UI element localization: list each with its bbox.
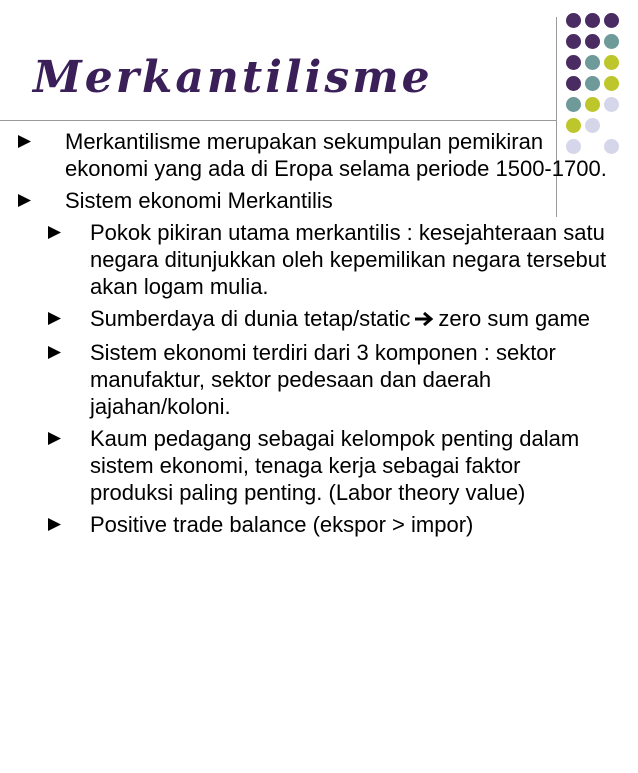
dot-icon bbox=[585, 55, 600, 70]
dot-icon bbox=[566, 13, 581, 28]
slide-title: Merkantilisme bbox=[33, 52, 433, 103]
bullet-triangle-icon bbox=[18, 128, 44, 155]
dot-icon bbox=[566, 97, 581, 112]
dot-icon bbox=[604, 55, 619, 70]
list-item-text: Merkantilisme merupakan sekumpulan pemikiran ekonomi yang ada di Eropa selama periode 1500-1700. bbox=[65, 129, 607, 181]
sub-list-item-text: Sistem ekonomi terdiri dari 3 komponen : sektor manufaktur, sektor pedesaan dan daerah jajahan/koloni. bbox=[90, 340, 556, 419]
bullet-triangle-icon bbox=[48, 425, 74, 452]
dot-icon bbox=[566, 76, 581, 91]
dot-icon bbox=[566, 55, 581, 70]
dot-icon bbox=[604, 76, 619, 91]
list-item-text: Sistem ekonomi Merkantilis bbox=[65, 188, 333, 213]
slide-content bbox=[0, 128, 638, 543]
bullet-triangle-icon bbox=[48, 305, 74, 332]
sub-list-item-text: Pokok pikiran utama merkantilis : kesejahteraan satu negara ditunjukkan oleh kepemilikan negara tersebut akan logam mulia. bbox=[90, 220, 607, 299]
sub-list-item bbox=[0, 305, 638, 334]
sub-list-item-text: Sumberdaya di dunia tetap/static bbox=[90, 306, 411, 331]
sub-list-item bbox=[0, 219, 638, 300]
dot-icon bbox=[585, 97, 600, 112]
sub-list-item bbox=[0, 339, 638, 420]
dot-icon bbox=[566, 34, 581, 49]
sub-list-item bbox=[0, 425, 638, 506]
horizontal-divider bbox=[0, 120, 557, 121]
list-item bbox=[0, 128, 638, 182]
dot-icon bbox=[585, 76, 600, 91]
bullet-list bbox=[0, 128, 638, 538]
sub-list-item-text: zero sum game bbox=[438, 306, 591, 331]
sub-bullet-list bbox=[0, 219, 638, 538]
bullet-triangle-icon bbox=[18, 187, 44, 214]
dot-icon bbox=[585, 34, 600, 49]
dot-icon bbox=[604, 34, 619, 49]
bullet-triangle-icon bbox=[48, 219, 74, 246]
bullet-triangle-icon bbox=[48, 511, 74, 538]
list-item bbox=[0, 187, 638, 538]
sub-list-item-text: Kaum pedagang sebagai kelompok penting dalam sistem ekonomi, tenaga kerja sebagai faktor produksi paling penting. (Labor theory value) bbox=[90, 426, 580, 505]
sub-list-item bbox=[0, 511, 638, 538]
dot-icon bbox=[604, 13, 619, 28]
bullet-triangle-icon bbox=[48, 339, 74, 366]
dot-icon bbox=[604, 97, 619, 112]
right-arrow-icon bbox=[414, 307, 434, 334]
sub-list-item-text: Positive trade balance (ekspor > impor) bbox=[90, 512, 474, 537]
dot-icon bbox=[585, 13, 600, 28]
